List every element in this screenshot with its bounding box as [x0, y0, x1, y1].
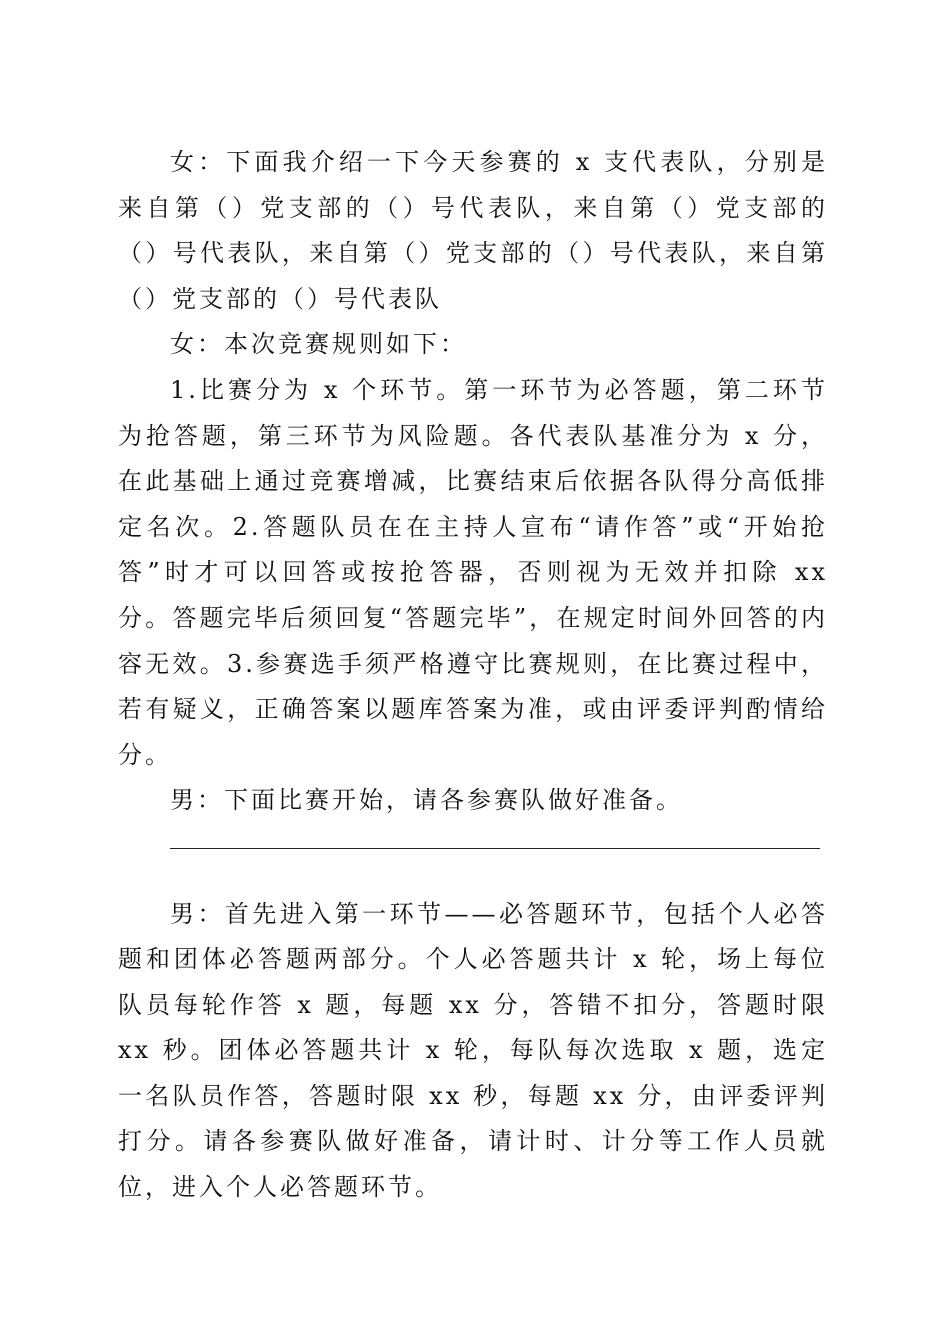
- document-page: [118, 140, 828, 1211]
- section-divider: [118, 824, 828, 870]
- spacer: [118, 870, 828, 892]
- paragraph-rules-heading: 女：本次竞赛规则如下：: [170, 330, 467, 359]
- paragraph-rules-detail: 1.比赛分为 x 个环节。第一环节为必答题，第二环节为抢答题，第三环节为风险题。各代表队基准分为 x 分，在此基础上通过竞赛增减，比赛结束后依据各队得分高低排定名次。2.答题队员在在主持人宣布“请作答”或“开始抢答”时才可以回答或按抢答器，否则视为无效并扣除 xx 分。答题完毕后须回复“答题完毕”，在规定时间外回答的内容无效。3.参赛选手须严格遵守比赛规则，在比赛过程中，若有疑义，正确答案以题库答案为准，或由评委评判酌情给分。: [118, 375, 828, 769]
- paragraph-competition-start: 男：下面比赛开始，请各参赛队做好准备。: [170, 786, 683, 815]
- paragraph-team-introduction: 女：下面我介绍一下今天参赛的 x 支代表队，分别是来自第（）党支部的（）号代表队，来自第（）党支部的（）号代表队，来自第（）党支部的（）号代表队，来自第（）党支部的（）号代表队: [118, 148, 828, 313]
- divider-line: [170, 848, 820, 849]
- paragraph-first-round-intro: 男：首先进入第一环节——必答题环节，包括个人必答题和团体必答题两部分。个人必答题共计 x 轮，场上每位队员每轮作答 x 题，每题 xx 分，答错不扣分，答题时限 xx 秒。团体必答题共计 x 轮，每队每次选取 x 题，选定一名队员作答，答题时限 xx 秒，每题 xx 分，由评委评判打分。请各参赛队做好准备，请计时、计分等工作人员就位，进入个人必答题环节。: [118, 899, 828, 1202]
